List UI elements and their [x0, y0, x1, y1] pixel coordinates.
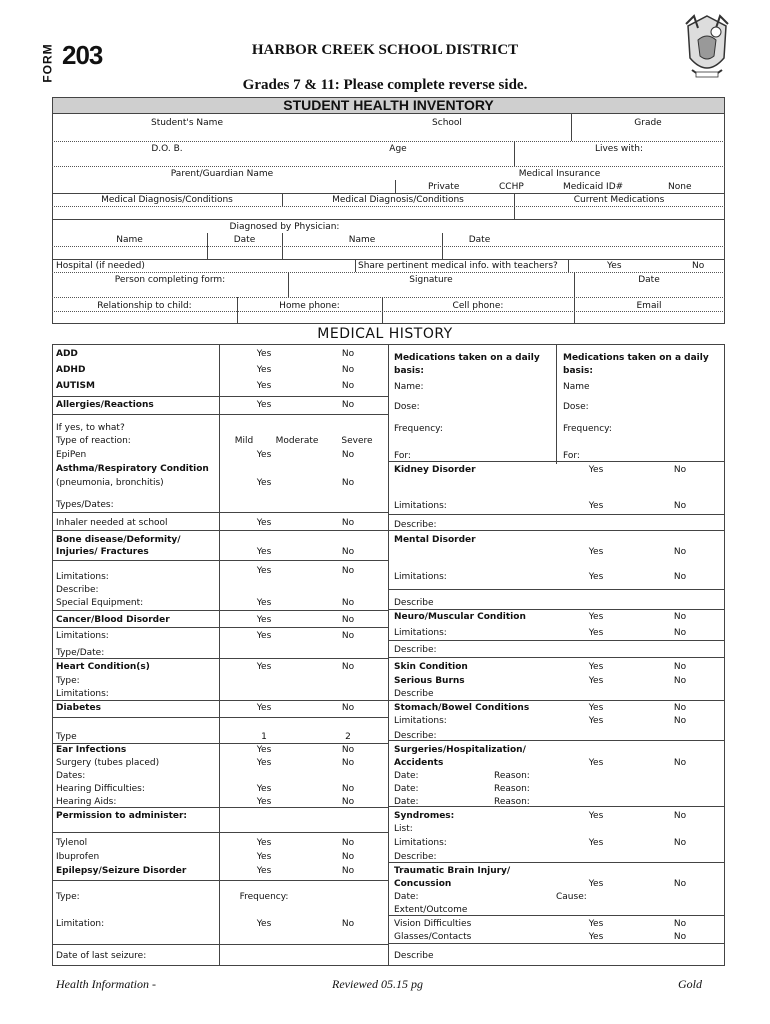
no-option[interactable]: No [673, 703, 687, 713]
history-left-label: Type: [56, 676, 80, 686]
yes-option[interactable]: Yes [256, 745, 272, 755]
person-completing-label: Person completing form: [114, 275, 226, 285]
history-row-rule [52, 610, 388, 611]
history-row-rule [52, 700, 388, 701]
divider [282, 193, 283, 206]
diagnosis-field[interactable] [52, 206, 725, 207]
physician-date-label-2: Date [468, 235, 491, 245]
history-right-label: Limitations: [394, 501, 447, 511]
form-number: 203 [62, 40, 103, 70]
no-option[interactable]: No [673, 838, 687, 848]
yes-option[interactable]: Yes [588, 879, 604, 889]
divider [237, 297, 238, 323]
no-option[interactable]: No [673, 628, 687, 638]
no-option[interactable]: No [341, 381, 355, 391]
history-right-label: Date: [394, 797, 419, 807]
history-row-rule [388, 740, 724, 741]
yes-option[interactable]: Yes [256, 703, 272, 713]
history-right-label: Describe [394, 598, 434, 608]
history-row-rule [52, 743, 388, 744]
history-box-right [724, 344, 725, 965]
inventory-banner: STUDENT HEALTH INVENTORY [52, 97, 725, 114]
history-row-rule [388, 640, 724, 641]
no-option[interactable]: No [341, 566, 355, 576]
med-diagnosis-label-2: Medical Diagnosis/Conditions [332, 195, 464, 205]
medicaid-option[interactable]: Medicaid ID# [563, 182, 624, 192]
no-option[interactable]: No [341, 745, 355, 755]
history-row-rule [52, 627, 388, 628]
yes-option[interactable]: Yes [256, 381, 272, 391]
history-left-label: Asthma/Respiratory Condition [56, 464, 209, 474]
yes-option[interactable]: Yes [256, 784, 272, 794]
history-right-label: Vision Difficulties [394, 919, 472, 929]
history-row-rule [52, 717, 388, 718]
history-left-label: Heart Condition(s) [56, 662, 150, 672]
yes-option[interactable]: Yes [588, 811, 604, 821]
no-option[interactable]: No [673, 676, 687, 686]
current-medications-label: Current Medications [573, 195, 665, 205]
history-right-col-divider [556, 344, 557, 464]
history-row-rule [388, 589, 724, 590]
students-name-field[interactable] [52, 141, 725, 142]
history-right-label-2: For: [563, 451, 580, 461]
history-left-label: Surgery (tubes placed) [56, 758, 160, 768]
yes-option[interactable]: Yes [588, 628, 604, 638]
no-option[interactable]: No [341, 450, 355, 460]
share-info-label: Share pertinent medical info. with teachers? [358, 261, 558, 271]
yes-option[interactable]: Yes [588, 662, 604, 672]
history-center-divider [388, 344, 389, 965]
yes-option[interactable]: Yes [588, 932, 604, 942]
history-right-label: Concussion [394, 879, 452, 889]
cause-label: Cause: [556, 892, 587, 902]
divider [568, 259, 569, 272]
form-label: FORM [40, 43, 55, 83]
history-right-label: Limitations: [394, 628, 447, 638]
history-left-label: Type [56, 732, 77, 742]
history-row-rule [52, 414, 388, 415]
physician-field[interactable] [52, 246, 725, 247]
footer-right: Gold [678, 977, 702, 991]
no-option[interactable]: No [341, 547, 355, 557]
diagnosed-by-label: Diagnosed by Physician: [229, 222, 340, 232]
history-right-label: Accidents [394, 758, 444, 768]
history-left-label: Diabetes [56, 703, 101, 713]
yes-option[interactable]: Yes [256, 400, 272, 410]
home-phone-label: Home phone: [279, 301, 340, 311]
history-right-label: Describe [394, 689, 434, 699]
history-row-rule [52, 880, 388, 881]
yes-option[interactable]: Yes [588, 676, 604, 686]
yes-option[interactable]: Yes [256, 852, 272, 862]
no-option[interactable]: No [341, 703, 355, 713]
history-left-label: AUTISM [56, 381, 95, 391]
history-left-label: Bone disease/Deformity/ [56, 535, 181, 545]
history-row-rule [388, 806, 724, 807]
history-left-label: Limitations: [56, 631, 109, 641]
physician-name-label-2: Name [348, 235, 376, 245]
history-left-label: (pneumonia, bronchitis) [56, 478, 164, 488]
no-option[interactable]: No [673, 662, 687, 672]
no-option[interactable]: No [341, 615, 355, 625]
history-row-rule [388, 530, 724, 531]
history-left-label: Ear Infections [56, 745, 127, 755]
signature-field[interactable] [52, 297, 725, 298]
history-left-label: Tylenol [56, 838, 88, 848]
history-right-label: Skin Condition [394, 662, 468, 672]
yes-option[interactable]: Yes [256, 598, 272, 608]
reason-label: Reason: [494, 797, 530, 807]
history-left-label: Allergies/Reactions [56, 400, 154, 410]
history-row-rule [52, 944, 388, 945]
history-left-label: ADHD [56, 365, 86, 375]
history-row-rule [52, 512, 388, 513]
info-box-bottom [52, 323, 725, 324]
history-right-label: Describe: [394, 852, 437, 862]
history-right-label: Limitations: [394, 838, 447, 848]
no-option[interactable]: No [673, 811, 687, 821]
yes-option[interactable]: Yes [588, 716, 604, 726]
history-right-label-2: Medications taken on a daily [563, 353, 709, 363]
history-left-label: Type: [56, 892, 80, 902]
no-option[interactable]: No [341, 784, 355, 794]
no-option[interactable]: No [673, 572, 687, 582]
yes-option[interactable]: Yes [256, 797, 272, 807]
yes-option[interactable]: Yes [588, 612, 604, 622]
parent-guardian-label: Parent/Guardian Name [170, 169, 274, 179]
yes-option[interactable]: Yes [256, 365, 272, 375]
age-label: Age [389, 144, 407, 154]
private-option[interactable]: Private [428, 182, 460, 192]
yes-option[interactable]: Yes [256, 866, 272, 876]
history-row-rule [388, 461, 724, 462]
history-row-rule [388, 862, 724, 863]
history-row-rule [52, 658, 388, 659]
no-option[interactable]: No [673, 919, 687, 929]
share-yes-option[interactable]: Yes [607, 261, 622, 271]
history-row-rule [52, 832, 388, 833]
history-row-rule [52, 530, 388, 531]
school-label: School [432, 118, 462, 128]
cchp-option[interactable]: CCHP [499, 182, 524, 192]
grade-label: Grade [634, 118, 662, 128]
yes-option[interactable]: Yes [256, 566, 272, 576]
history-right-label: Serious Burns [394, 676, 465, 686]
contact-field[interactable] [52, 311, 725, 312]
rule [52, 272, 725, 273]
history-left-label: Permission to administer: [56, 811, 188, 821]
history-right-label: Surgeries/Hospitalization/ [394, 745, 526, 755]
history-left-label: Ibuprofen [56, 852, 100, 862]
no-option[interactable]: No [341, 365, 355, 375]
history-left-label: Limitation: [56, 919, 105, 929]
no-option[interactable]: No [341, 838, 355, 848]
email-label: Email [636, 301, 662, 311]
answer-option[interactable]: Severe [341, 436, 373, 446]
medical-history-title: MEDICAL HISTORY [317, 326, 453, 342]
history-row-rule [52, 560, 388, 561]
footer-left: Health Information - [56, 977, 156, 991]
rule [52, 219, 725, 220]
yes-option[interactable]: Yes [588, 919, 604, 929]
history-row-rule [388, 700, 724, 701]
yes-option[interactable]: Yes [256, 662, 272, 672]
no-option[interactable]: No [341, 852, 355, 862]
divider [571, 114, 572, 141]
history-row-rule [388, 657, 724, 658]
history-right-label: List: [394, 824, 413, 834]
history-left-label: Inhaler needed at school [56, 518, 168, 528]
history-left-label: Hearing Difficulties: [56, 784, 145, 794]
history-right-label: Stomach/Bowel Conditions [394, 703, 530, 713]
date-label: Date [638, 275, 660, 285]
history-left-label: Epilepsy/Seizure Disorder [56, 866, 187, 876]
yes-option[interactable]: Yes [256, 547, 272, 557]
dob-label: D.O. B. [151, 144, 183, 154]
history-right-label: Neuro/Muscular Condition [394, 612, 526, 622]
history-left-label: Limitations: [56, 689, 109, 699]
history-right-label: Name: [394, 382, 424, 392]
no-option[interactable]: No [673, 758, 687, 768]
no-option[interactable]: No [341, 758, 355, 768]
history-right-label: Medications taken on a daily [394, 353, 540, 363]
yes-option[interactable]: Yes [256, 349, 272, 359]
history-left-label: ADD [56, 349, 78, 359]
history-right-label: Describe: [394, 645, 437, 655]
yes-option[interactable]: Yes [588, 501, 604, 511]
yes-option[interactable]: Yes [256, 450, 272, 460]
divider [355, 259, 356, 272]
yes-option[interactable]: Yes [256, 758, 272, 768]
history-left-label: Date of last seizure: [56, 951, 147, 961]
relationship-label: Relationship to child: [97, 301, 192, 311]
history-row-rule [52, 396, 388, 397]
students-name-label: Student's Name [150, 118, 223, 128]
history-left-label: EpiPen [56, 450, 87, 460]
yes-option[interactable]: Yes [588, 547, 604, 557]
history-right-label: Describe: [394, 520, 437, 530]
yes-option[interactable]: Yes [588, 703, 604, 713]
district-title: HARBOR CREEK SCHOOL DISTRICT [251, 42, 519, 58]
divider [288, 272, 289, 297]
history-left-label: Injuries/ Fractures [56, 547, 149, 557]
divider [382, 297, 383, 323]
history-right-label: Dose: [394, 402, 420, 412]
no-option[interactable]: No [341, 631, 355, 641]
no-option[interactable]: No [673, 501, 687, 511]
history-row-rule [52, 807, 388, 808]
grades-note: Grades 7 & 11: Please complete reverse side. [242, 77, 528, 93]
no-option[interactable]: No [673, 716, 687, 726]
history-left-label: Special Equipment: [56, 598, 144, 608]
reason-label: Reason: [494, 771, 530, 781]
no-option[interactable]: No [673, 547, 687, 557]
rule [52, 259, 725, 260]
yes-option[interactable]: Yes [256, 478, 272, 488]
history-right-label: Date: [394, 892, 419, 902]
no-option[interactable]: No [341, 478, 355, 488]
divider [395, 180, 396, 193]
cell-phone-label: Cell phone: [452, 301, 504, 311]
yes-option[interactable]: Yes [588, 465, 604, 475]
history-right-label: Frequency: [394, 424, 443, 434]
history-right-label-2: Dose: [563, 402, 589, 412]
yes-option[interactable]: Yes [256, 631, 272, 641]
history-left-label: Dates: [56, 771, 86, 781]
lives-with-label: Lives with: [594, 144, 644, 154]
history-right-label: Limitations: [394, 716, 447, 726]
hospital-label: Hospital (if needed) [56, 261, 145, 271]
answer-option[interactable]: Moderate [275, 436, 319, 446]
history-right-label: Date: [394, 771, 419, 781]
history-right-label: Describe [394, 951, 434, 961]
no-option[interactable]: No [341, 919, 355, 929]
history-left-label: Type of reaction: [56, 436, 131, 446]
district-crest-icon [680, 12, 734, 84]
history-right-label: Glasses/Contacts [394, 932, 472, 942]
signature-label: Signature [409, 275, 453, 285]
history-right-label: basis: [394, 366, 424, 376]
no-option[interactable]: No [341, 518, 355, 528]
history-box-left [52, 344, 53, 965]
history-left-label: Limitations: [56, 572, 109, 582]
history-right-label: Mental Disorder [394, 535, 476, 545]
history-left-label: Describe: [56, 585, 99, 595]
yes-option[interactable]: Yes [256, 838, 272, 848]
yes-option[interactable]: Yes [256, 615, 272, 625]
history-right-label-2: basis: [563, 366, 593, 376]
history-right-label: Describe: [394, 731, 437, 741]
history-right-label-2: Frequency: [563, 424, 612, 434]
history-left-label: Types/Dates: [56, 500, 114, 510]
no-option[interactable]: No [673, 465, 687, 475]
share-no-option[interactable]: No [692, 261, 705, 271]
reason-label: Reason: [494, 784, 530, 794]
history-left-label: Cancer/Blood Disorder [56, 615, 170, 625]
yes-option[interactable]: Yes [588, 838, 604, 848]
history-box-bottom [52, 965, 725, 966]
yes-option[interactable]: Yes [588, 758, 604, 768]
history-right-label: For: [394, 451, 411, 461]
no-option[interactable]: No [673, 932, 687, 942]
none-option[interactable]: None [668, 182, 692, 192]
yes-option[interactable]: Yes [256, 518, 272, 528]
no-option[interactable]: No [673, 879, 687, 889]
dob-field[interactable] [52, 166, 725, 167]
history-right-label: Kidney Disorder [394, 465, 476, 475]
no-option[interactable]: No [341, 400, 355, 410]
yes-option[interactable]: Yes [256, 919, 272, 929]
no-option[interactable]: No [341, 797, 355, 807]
yes-option[interactable]: 1 [261, 732, 267, 742]
history-right-label-2: Name [563, 382, 590, 392]
answer-option[interactable]: Mild [234, 436, 254, 446]
history-row-rule [388, 514, 724, 515]
history-right-label: Extent/Outcome [394, 905, 468, 915]
physician-name-label-1: Name [116, 235, 143, 245]
history-left-label: Hearing Aids: [56, 797, 117, 807]
no-option[interactable]: No [341, 349, 355, 359]
med-diagnosis-label-1: Medical Diagnosis/Conditions [101, 195, 233, 205]
rule [52, 193, 725, 194]
no-option[interactable]: No [341, 598, 355, 608]
yes-option[interactable]: Frequency: [239, 892, 289, 902]
no-option[interactable]: No [673, 612, 687, 622]
no-option[interactable]: 2 [345, 732, 351, 742]
history-left-label: If yes, to what? [56, 423, 125, 433]
history-row-rule [388, 943, 724, 944]
yes-option[interactable]: Yes [588, 572, 604, 582]
history-row-rule [388, 915, 724, 916]
history-left-label: Type/Date: [56, 648, 105, 658]
history-right-label: Traumatic Brain Injury/ [394, 866, 511, 876]
no-option[interactable]: No [341, 662, 355, 672]
history-right-label: Date: [394, 784, 419, 794]
no-option[interactable]: No [341, 866, 355, 876]
divider [514, 141, 515, 166]
history-right-label: Limitations: [394, 572, 447, 582]
history-right-label: Syndromes: [394, 811, 455, 821]
medical-insurance-label: Medical Insurance [518, 169, 601, 179]
physician-date-label-1: Date [233, 235, 256, 245]
history-row-rule [388, 609, 724, 610]
footer-center: Reviewed 05.15 pg [332, 977, 423, 991]
